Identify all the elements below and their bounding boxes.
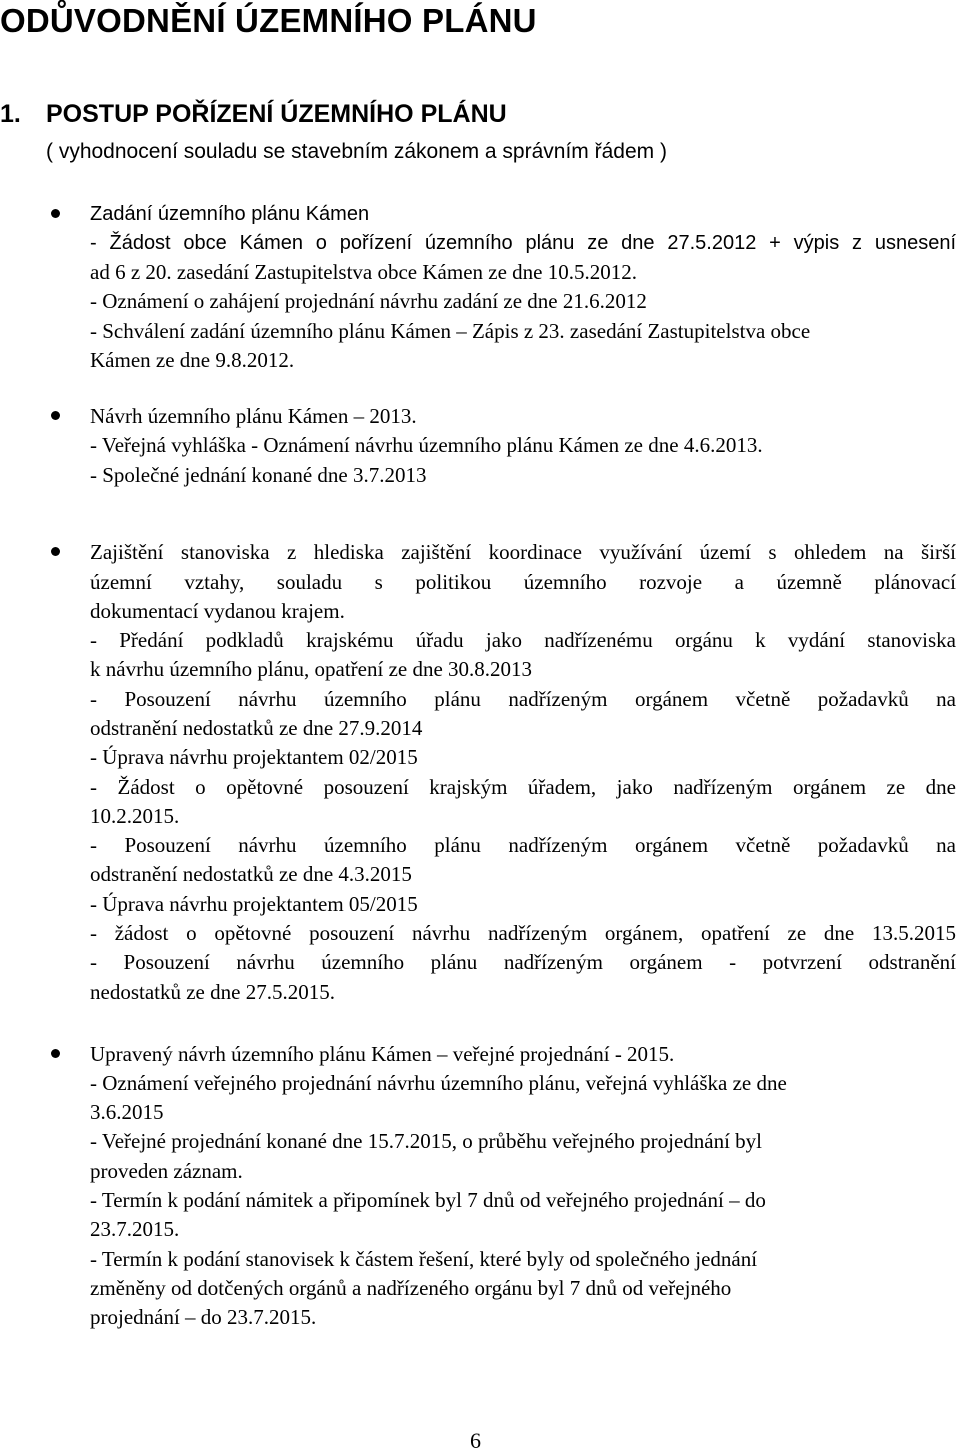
- list-line: Upravený návrh územního plánu Kámen – veřejné projednání - 2015.: [90, 1042, 675, 1066]
- bullet-icon: [51, 547, 60, 556]
- list-line: k návrhu územního plánu, opatření ze dne 30.8.2013: [90, 657, 533, 681]
- list-line: - žádost o opětovné posouzení návrhu nadřízeným orgánem, opatření ze dne 13.5.2015: [90, 921, 956, 945]
- list-line: - Společné jednání konané dne 3.7.2013: [90, 463, 427, 487]
- list-line: - Posouzení návrhu územního plánu nadřízeným orgánem - potvrzení odstranění: [90, 950, 956, 974]
- list-line: - Oznámení veřejného projednání návrhu územního plánu, veřejná vyhláška ze dne: [90, 1071, 787, 1095]
- list-line: - Úprava návrhu projektantem 02/2015: [90, 745, 418, 769]
- section-heading: [0, 100, 507, 129]
- list-line: odstranění nedostatků ze dne 4.3.2015: [90, 862, 412, 886]
- list-line: - Veřejné projednání konané dne 15.7.2015, o průběhu veřejného projednání byl: [90, 1129, 762, 1153]
- document-title: ODŮVODNĚNÍ ÚZEMNÍHO PLÁNU: [0, 2, 537, 39]
- list-line: Zajištění stanoviska z hlediska zajištění koordinace využívání území s ohledem na širší: [90, 540, 956, 564]
- list-line: - Úprava návrhu projektantem 05/2015: [90, 892, 418, 916]
- list-line: - Schválení zadání územního plánu Kámen – Zápis z 23. zasedání Zastupitelstva obce: [90, 319, 811, 343]
- section-title: POSTUP POŘÍZENÍ ÚZEMNÍHO PLÁNU: [46, 100, 507, 128]
- section-subtitle: ( vyhodnocení souladu se stavebním zákonem a správním řádem ): [46, 140, 667, 163]
- list-line: - Termín k podání námitek a připomínek byl 7 dnů od veřejného projednání – do: [90, 1188, 766, 1212]
- list-line: - Oznámení o zahájení projednání návrhu zadání ze dne 21.6.2012: [90, 289, 647, 313]
- list-line: 3.6.2015: [90, 1100, 164, 1124]
- list-line: 23.7.2015.: [90, 1217, 180, 1241]
- list-line: Návrh územního plánu Kámen – 2013.: [90, 404, 417, 428]
- list-line: nedostatků ze dne 27.5.2015.: [90, 980, 335, 1004]
- list-line: změněny od dotčených orgánů a nadřízeného orgánu byl 7 dnů od veřejného: [90, 1276, 732, 1300]
- bullet-icon: [51, 1049, 60, 1058]
- bullet-icon: [51, 209, 60, 218]
- list-line: 10.2.2015.: [90, 804, 180, 828]
- list-line: - Posouzení návrhu územního plánu nadřízeným orgánem včetně požadavků na: [90, 833, 956, 857]
- list-line: - Veřejná vyhláška - Oznámení návrhu územního plánu Kámen ze dne 4.6.2013.: [90, 433, 763, 457]
- list-line: dokumentací vydanou krajem.: [90, 599, 345, 623]
- list-line: Kámen ze dne 9.8.2012.: [90, 348, 295, 372]
- list-line: územní vztahy, souladu s politikou územního rozvoje a územně plánovací: [90, 570, 956, 594]
- page-number: 6: [470, 1428, 481, 1453]
- list-line: proveden záznam.: [90, 1159, 243, 1183]
- list-line: odstranění nedostatků ze dne 27.9.2014: [90, 716, 423, 740]
- list-line: - Žádost o opětovné posouzení krajským úřadem, jako nadřízeným orgánem ze dne: [90, 775, 956, 799]
- list-line: ad 6 z 20. zasedání Zastupitelstva obce Kámen ze dne 10.5.2012.: [90, 260, 637, 284]
- list-line: - Předání podkladů krajskému úřadu jako nadřízenému orgánu k vydání stanoviska: [90, 628, 956, 652]
- list-line: - Posouzení návrhu územního plánu nadřízeným orgánem včetně požadavků na: [90, 687, 956, 711]
- list-line: - Žádost obce Kámen o pořízení územního plánu ze dne 27.5.2012 + výpis z usnesení: [90, 232, 956, 254]
- section-number: 1.: [0, 100, 21, 128]
- list-line: - Termín k podání stanovisek k částem řešení, které byly od společného jednání: [90, 1247, 758, 1271]
- bullet-icon: [51, 411, 60, 420]
- list-line: Zadání územního plánu Kámen: [90, 203, 370, 225]
- list-line: projednání – do 23.7.2015.: [90, 1305, 317, 1329]
